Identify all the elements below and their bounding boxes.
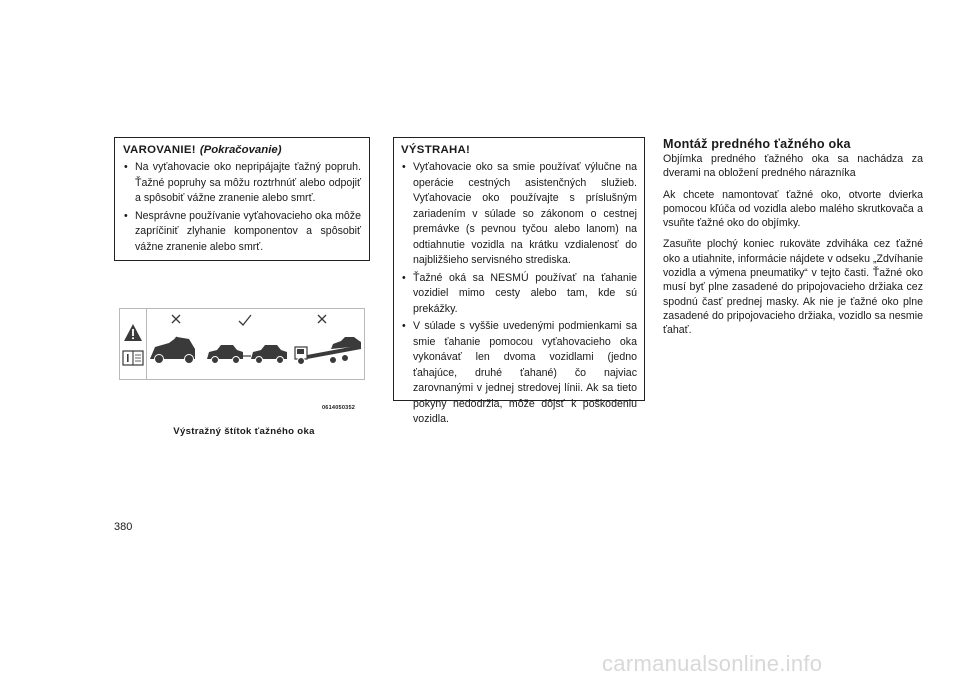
- site-watermark: carmanualsonline.info: [602, 651, 823, 676]
- tow-eye-installation-section: [663, 137, 923, 345]
- warning-item: • Na vyťahovacie oko nepripájajte ťažný popruh. Ťažné popruhy sa môžu roztrhnúť alebo odpojiť a spôsobiť vážne zranenie alebo smrť.: [123, 160, 361, 207]
- caution-list: [401, 160, 637, 428]
- section-paragraph: Ak chcete namontovať ťažné oko, otvorte dvierka pomocou kľúča od vozidla alebo malého skrutkovača a vsuňte ťažné oko do objímky.: [663, 188, 923, 230]
- towing-methods-illustration: [147, 309, 365, 379]
- figure-code: 0614050352: [322, 405, 356, 411]
- warning-box-continued: [114, 137, 370, 261]
- manual-book-icon: [120, 347, 146, 377]
- tow-truck-lift-prohibited: [150, 315, 195, 364]
- warning-item: • Nesprávne používanie vyťahovacieho oka môže zapríčiniť zlyhanie komponentov a spôsobiť vážne zranenie alebo smrť.: [123, 209, 361, 256]
- caution-item: • Ťažné oká sa NESMÚ používať na ťahanie vozidiel mimo cesty alebo tam, kde sú prekážky.: [401, 271, 637, 318]
- flatbed-tow-prohibited: [295, 315, 361, 365]
- figure-caption: Výstražný štítok ťažného oka: [173, 426, 315, 437]
- section-heading: Montáž predného ťažného oka: [663, 137, 851, 151]
- warning-title-continued: (Pokračovanie): [199, 144, 282, 156]
- caution-item: • Vyťahovacie oko sa smie používať výlučne na operácie cestných asistenčných služieb. Vyťahovacie oko používajte s príslušným zariadením v súlade so zákonom o cestnej premávke (s pevnou tyčou alebo lanom) na odtiahnutie vozidla na krátku vzdialenosť do najbližšieho servisného strediska.: [401, 160, 637, 269]
- tow-eye-warning-label-figure: [119, 308, 365, 380]
- two-vehicle-tow-allowed: [207, 315, 287, 364]
- warning-list: [123, 160, 361, 255]
- section-paragraph: Zasuňte plochý koniec rukoväte zdviháka cez ťažné oko a utiahnite, informácie nájdete v odseku „Zdvíhanie vozidla a výmena pneumatiky“ v tejto časti. Ťažné oko musí byť plne zasadené do pripojovacieho držiaka cez spodnú časť prednej masky. Ak nie je ťažné oko plne zasadené do pripojovacieho držiaka, vozidlo sa nesmie ťahať.: [663, 238, 923, 337]
- caution-title: VÝSTRAHA!: [401, 144, 471, 156]
- caution-item: • V súlade s vyššie uvedenými podmienkami sa smie ťahanie pomocou vyťahovacieho oka vykonávať len dvoma vozidlami (jedno ťahajúce, druhé ťahané) čo najviac zarovnanými v jednej stredovej línii. Ak sa tieto pokyny nedodržia, môže dôjsť k poškodeniu vozidla.: [401, 319, 637, 428]
- caution-box: [393, 137, 645, 425]
- label-icon-column: [120, 309, 147, 379]
- page-number: 380: [114, 521, 133, 533]
- section-paragraph: Objímka predného ťažného oka sa nachádza za dverami na obložení predného nárazníka: [663, 153, 923, 180]
- warning-title: VAROVANIE! (Pokračovanie): [123, 144, 282, 156]
